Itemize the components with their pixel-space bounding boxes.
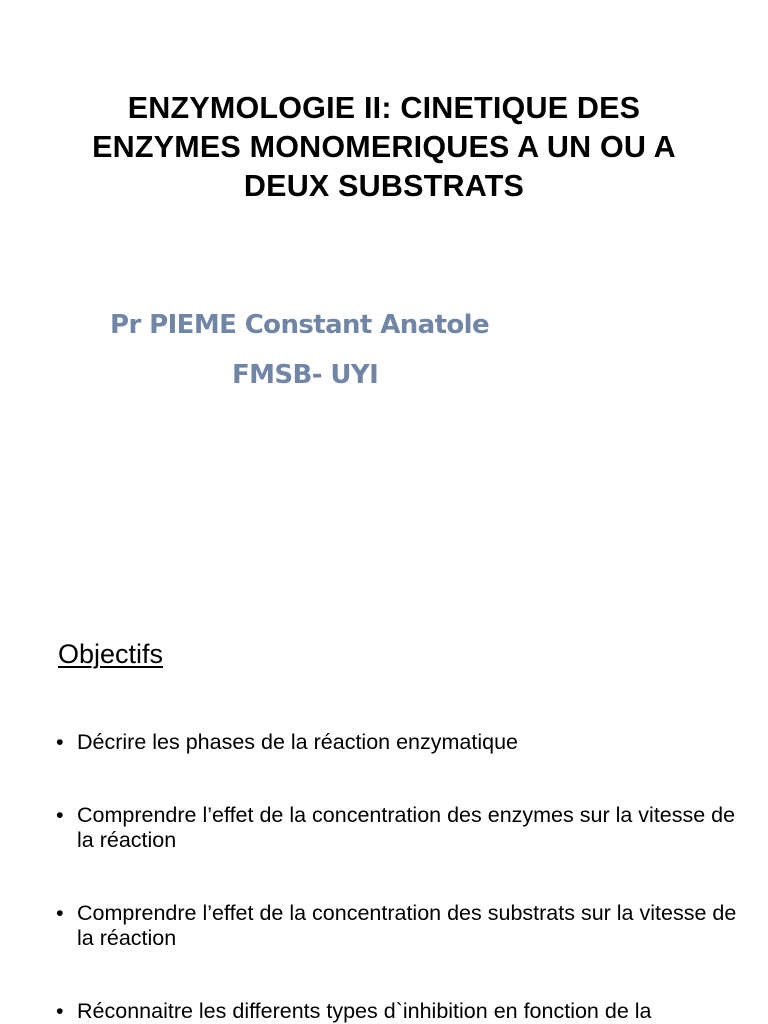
bullet-icon: • xyxy=(56,999,64,1023)
objective-item xyxy=(56,999,746,1024)
bullet-icon: • xyxy=(56,803,64,827)
bullet-icon: • xyxy=(56,901,64,925)
title-line-2: ENZYMES MONOMERIQUES A UN OU A xyxy=(92,130,676,164)
objective-text: Comprendre l’effet de la concentration des substrats sur la vitesse de la réaction xyxy=(77,901,737,950)
objective-text: Réconnaitre les differents types d`inhibition en fonction de la xyxy=(77,999,652,1023)
author-name: Pr PIEME Constant Anatole xyxy=(110,310,490,340)
objectives-heading: Objectifs xyxy=(58,639,164,669)
title-line-1: ENZYMOLOGIE II: CINETIQUE DES xyxy=(127,91,641,125)
objective-item xyxy=(56,901,746,951)
objective-text: Comprendre l’effet de la concentration des enzymes sur la vitesse de la réaction xyxy=(77,803,736,852)
objective-text: Décrire les phases de la réaction enzymatique xyxy=(77,730,518,754)
title-line-3: DEUX SUBSTRATS xyxy=(243,169,525,203)
objective-item xyxy=(56,803,746,853)
objective-item xyxy=(56,730,746,755)
author-affiliation: FMSB- UYI xyxy=(232,360,379,390)
bullet-icon: • xyxy=(56,730,64,754)
slide-title xyxy=(20,89,748,206)
